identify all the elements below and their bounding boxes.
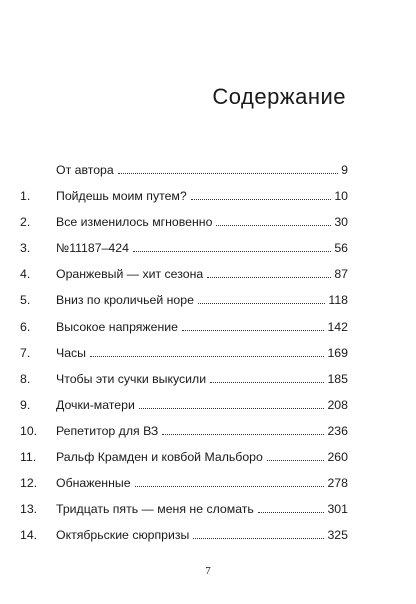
toc-entry-title: От автора <box>56 163 114 177</box>
toc-entry-number: 13. <box>20 502 38 517</box>
table-of-contents <box>20 163 348 554</box>
dot-leader <box>162 434 324 435</box>
dot-leader <box>182 330 324 331</box>
toc-entry-title: Репетитор для ВЗ <box>56 423 159 438</box>
toc-entry <box>20 502 348 528</box>
dot-leader <box>191 199 332 200</box>
toc-entry <box>20 346 348 372</box>
toc-entry-number: 4. <box>20 267 31 282</box>
toc-entry-title: Вниз по кроличьей норе <box>56 293 194 308</box>
toc-entry-page: 118 <box>328 293 348 308</box>
toc-entry-page: 208 <box>327 397 348 412</box>
dot-leader <box>133 251 331 252</box>
toc-entry-number: 5. <box>20 293 31 308</box>
toc-entry-page: 325 <box>327 528 348 543</box>
toc-entry-title: Дочки-матери <box>56 397 135 412</box>
toc-entry-number: 8. <box>20 371 31 386</box>
dot-leader <box>90 356 324 357</box>
dot-leader <box>135 486 325 487</box>
toc-entry-title: Тридцать пять — меня не сломать <box>56 502 254 517</box>
toc-entry <box>20 293 348 319</box>
toc-entry-title: Часы <box>56 345 87 360</box>
toc-entry <box>20 424 348 450</box>
toc-entry <box>20 241 348 267</box>
toc-entry <box>20 450 348 476</box>
toc-entry-title: Ральф Крамден и ковбой Мальборо <box>56 450 263 465</box>
dot-leader <box>216 225 331 226</box>
toc-entry-page: 10 <box>334 189 348 204</box>
toc-entry-number: 12. <box>20 476 38 491</box>
toc-entry <box>20 372 348 398</box>
dot-leader <box>210 382 324 383</box>
dot-leader <box>193 538 324 539</box>
toc-entry-number: 2. <box>20 215 31 230</box>
toc-entry-title: Обнаженные <box>56 476 131 491</box>
toc-entry-page: 278 <box>327 476 348 491</box>
dot-leader <box>139 408 325 409</box>
dot-leader <box>198 303 325 304</box>
toc-entry-title: Пойдешь моим путем? <box>56 189 187 204</box>
toc-entry <box>20 215 348 241</box>
toc-entry-page: 87 <box>334 267 348 282</box>
toc-entry-title: Октябрьские сюрпризы <box>56 528 190 543</box>
toc-entry <box>20 528 348 554</box>
toc-entry-page: 185 <box>327 371 348 386</box>
toc-entry <box>20 476 348 502</box>
toc-entry-number: 11. <box>20 450 37 465</box>
toc-entry-title: Высокое напряжение <box>56 319 178 334</box>
toc-entry <box>20 163 348 189</box>
toc-entry-page: 56 <box>334 241 348 256</box>
dot-leader <box>207 277 331 278</box>
toc-entry <box>20 320 348 346</box>
toc-entry-number: 9. <box>20 397 31 412</box>
toc-entry-number: 10. <box>20 423 38 438</box>
toc-entry-page: 169 <box>327 345 348 360</box>
toc-entry-page: 142 <box>327 319 348 334</box>
page-number: 7 <box>205 565 211 577</box>
dot-leader <box>267 460 325 461</box>
toc-entry-number: 7. <box>20 345 31 360</box>
toc-entry-title: Чтобы эти сучки выкусили <box>56 371 207 386</box>
page-title: Содержание <box>212 84 346 109</box>
toc-entry <box>20 189 348 215</box>
dot-leader <box>258 512 325 513</box>
toc-entry-title: Все изменилось мгновенно <box>56 215 213 230</box>
toc-entry-page: 30 <box>334 215 348 230</box>
toc-entry <box>20 398 348 424</box>
toc-entry-number: 1. <box>20 189 31 204</box>
toc-entry-number: 14. <box>20 528 38 543</box>
toc-entry-number: 6. <box>20 319 31 334</box>
dot-leader <box>118 173 338 174</box>
toc-entry <box>20 267 348 293</box>
toc-entry-title: №11187–424 <box>56 241 129 256</box>
toc-entry-page: 260 <box>327 450 348 465</box>
toc-entry-number: 3. <box>20 241 31 256</box>
toc-entry-page: 236 <box>327 423 348 438</box>
toc-entry-page: 301 <box>327 502 348 517</box>
toc-entry-title: Оранжевый — хит сезона <box>56 267 204 282</box>
toc-entry-page: 9 <box>341 163 348 177</box>
